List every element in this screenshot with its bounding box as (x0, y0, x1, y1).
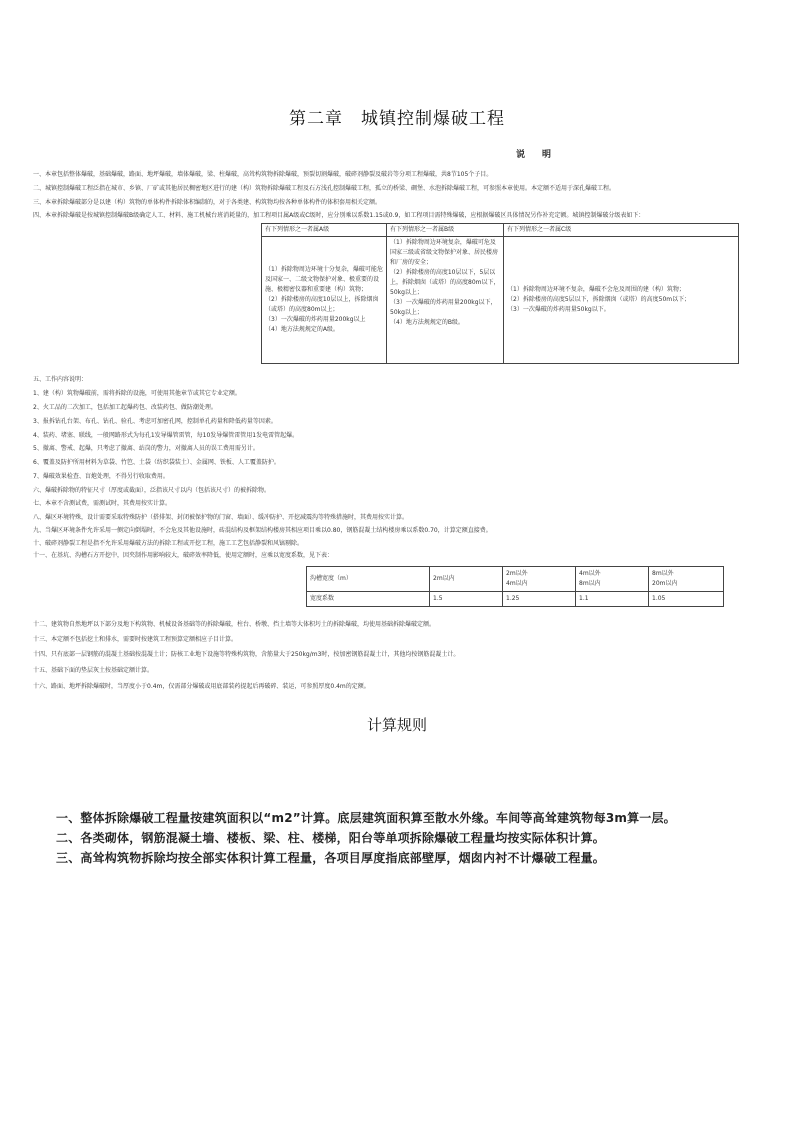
tail-line: 十五、基础下面的垫层灰土按基础定额计算。 (33, 667, 154, 674)
grade-a-cell (262, 237, 387, 364)
intro-line: 一、本章包括整体爆破，基础爆破，路面、地坪爆破，墙体爆破，梁、柱爆破，高耸构筑物拆除爆破，预裂切割爆破，破碎剂静裂及破岩等分项工程爆破，共8节105个子目。 (33, 171, 493, 178)
intro-line: 二、城镇控制爆破工程泛指在城市、乡镇、厂矿或其他居民稠密地区进行的建（构）筑物拆除爆破工程及石方浅孔控制爆破工程，孤立的桥梁、碉堡、水泡拆除爆破工程，可参照本章使用。本定额不适用于深孔爆破工程。 (33, 185, 616, 192)
grade-a-condition: （2）拆除楼房的高度10层以上，拆除烟囱（或塔）的高度80m以上； (265, 296, 379, 313)
work-line: 2、火工品的二次加工，包括加工起爆药包、改装药包、做防潮处理。 (33, 404, 217, 411)
rules-title: 计算规则 (366, 716, 427, 734)
coef-value: 1.1 (576, 592, 649, 607)
coef-header-line: 4m以内 (506, 580, 528, 587)
work-line: 4、装药、堵塞、联线，一般网路形式为每孔1发导爆管雷管，每10发导爆管雷管用1发电雷管起爆。 (33, 432, 299, 439)
rule-line: 三、高耸构筑物拆除均按全部实体积计算工程量，各项目厚度指底部壁厚，烟囱内衬不计爆破工程量。 (56, 851, 606, 865)
coef-value: 1.25 (503, 592, 576, 607)
work-line: 6、覆盖及防护所用材料为草袋、竹笆、土袋（纺织袋装土）、金属网、铁板、人工覆盖防护。 (33, 459, 280, 466)
grade-b-condition: （3）一次爆破的炸药用量200kg以下，50kg以上； (390, 299, 497, 316)
coef-header-line: 2m以外 (506, 570, 528, 577)
grade-b-header: 有下列情形之一者属B级 (387, 224, 504, 237)
coef-value: 1.5 (430, 592, 503, 607)
grade-b-condition: （1）拆除物周边环境复杂，爆破可危及国家三级或省级文物保护对象、居民楼房和厂房的安全； (390, 239, 499, 266)
rule-line: 一、整体拆除爆破工程量按建筑面积以“m2”计算。底层建筑面积算至散水外缘。车间等高耸建筑物每3m算一层。 (56, 811, 676, 825)
work-line: 十一、在基坑、沟槽石方开挖中，因夹制作用影响较大，破碎效率降低，使用定额时，应乘以宽度系数，见下表： (33, 552, 334, 559)
grade-c-cell (504, 237, 739, 364)
intro-line: 四、本章拆除爆破是按城镇控制爆破B级确定人工、材料、施工机械台班消耗量的，加工程项目属A级或C级时，应分别乘以系数1.15或0.9，如工程项目需特殊爆破，应根据爆破区具体情况另作补充定额。城镇控制爆破分级表如下： (33, 212, 645, 219)
coef-header-line: 8m以外 (652, 570, 674, 577)
coef-header (576, 567, 649, 592)
width-coefficient-table (306, 566, 724, 607)
work-line: 5、撤离、警戒、起爆，只考虑了撤离、站岗的警力，对撤离人员的误工费用需另计。 (33, 445, 259, 452)
work-line: 九、当爆区环境条件允许采用一侧定向倒塌时，不会危及其他设施时，砖混结构及框架结构楼房其相应项目乘以0.80，钢筋混凝土结构楼房乘以系数0.70，计算定额直接费。 (33, 527, 492, 534)
tail-line: 十四、只有底部一层钢筋的混凝土基础按混凝土计；防核工业地下设施等特殊构筑物，含筋量大于250kg/m3时，按加密钢筋混凝土计，其他均按钢筋混凝土计。 (33, 651, 460, 658)
grade-c-condition: （1）拆除物周边环境不复杂，爆破不会危及周围的建（构）筑物； (507, 286, 685, 293)
work-line: 7、爆破效果检查、盲炮处理，不得另行收取费用。 (33, 473, 169, 480)
grade-table (261, 223, 739, 364)
work-line: 3、报拆钻孔台架、布孔、钻孔、验孔、考虑可加密孔网，控制单孔药量和降低药量等因素。 (33, 418, 277, 425)
coef-row-label: 宽度系数 (307, 592, 430, 607)
coef-header-label: 沟槽宽度（m） (307, 567, 430, 592)
tail-line: 十三、本定额不包括挖土和排水，需要时按建筑工程预算定额相应子目计算。 (33, 636, 238, 643)
grade-c-condition: （3）一次爆破的炸药用量50kg以下。 (507, 306, 610, 313)
chapter-title: 第二章 城镇控制爆破工程 (289, 109, 505, 129)
work-line: 五、工作内容说明： (33, 376, 88, 383)
grade-b-condition: （4）地方法规规定的B级。 (390, 319, 464, 326)
coef-header: 2m以内 (430, 567, 503, 592)
grade-c-condition: （2）拆除楼房的高度5层以下，拆除烟囱（或塔）的高度50m以下； (507, 296, 691, 303)
grade-b-cell (387, 237, 504, 364)
coef-header-line: 20m以内 (652, 580, 678, 587)
intro-line: 三、本章拆除爆破部分是以建（构）筑物的单体构件拆除体积编制的，对于各类建、构筑物均按各种单体构件的体积套用相关定额。 (33, 199, 382, 206)
grade-a-condition: （1）拆除物周边环境十分复杂，爆破可能危及国家一、二级文物保护对象、极重要的设施、极精密仪器和重要建（构）筑物； (265, 266, 383, 293)
grade-a-condition: （4）地方法规规定的A级。 (265, 326, 339, 333)
grade-a-header: 有下列情形之一者属A级 (262, 224, 387, 237)
work-line: 六、爆破拆除物的特征尺寸（厚度或截面），泛指该尺寸以内（包括该尺寸）的被拆除物。 (33, 487, 271, 494)
rule-line: 二、各类砌体，钢筋混凝土墙、楼板、梁、柱、楼梯，阳台等单项拆除爆破工程量均按实际体积计算。 (56, 831, 606, 845)
grade-a-condition: （3）一次爆破的炸药用量200kg以上 (265, 316, 366, 323)
grade-b-condition: （2）拆除楼房的高度10层以下，5层以上，拆除烟囱（或塔）的高度80m以下，50kg以上； (390, 269, 500, 296)
work-line: 七、本章不含测试费，需测试时，其费用按实计算。 (33, 500, 172, 507)
coef-header (649, 567, 724, 592)
coef-header (503, 567, 576, 592)
grade-c-header: 有下列情形之一者属C级 (504, 224, 739, 237)
work-line: 1、建（构）筑物爆破前，需将拆除的设施，可使用其他章节或其它专业定额。 (33, 390, 241, 397)
coef-header-line: 4m以外 (579, 570, 601, 577)
coef-header-line: 8m以内 (579, 580, 601, 587)
tail-line: 十六、路面、地坪拆除爆破时，当厚度小于0.4m，仅需部分爆破或用底部装药提起后再破碎、装运，可参照厚度0.4m的定额。 (33, 683, 370, 690)
coef-value: 1.05 (649, 592, 724, 607)
work-line: 十、破碎剂静裂工程是指不允许采用爆破方法的拆除工程或开挖工程，施工工艺包括静裂和风镐剔除。 (33, 540, 304, 547)
section-subtitle: 说 明 (516, 150, 556, 160)
tail-line: 十二、建筑物自然地坪以下部分及地下构筑物、机械设备基础等的拆除爆破，柱台、桥墩、挡土墙等大体积圬土的拆除爆破，均使用基础拆除爆破定额。 (33, 621, 436, 628)
work-line: 八、爆区环境特殊，设计需要采取特殊防护（搭排架、封闭被保护物的门窗、墙面）、缓冲防护、开挖减震沟等特殊措施时，其费用按实计算。 (33, 514, 409, 521)
